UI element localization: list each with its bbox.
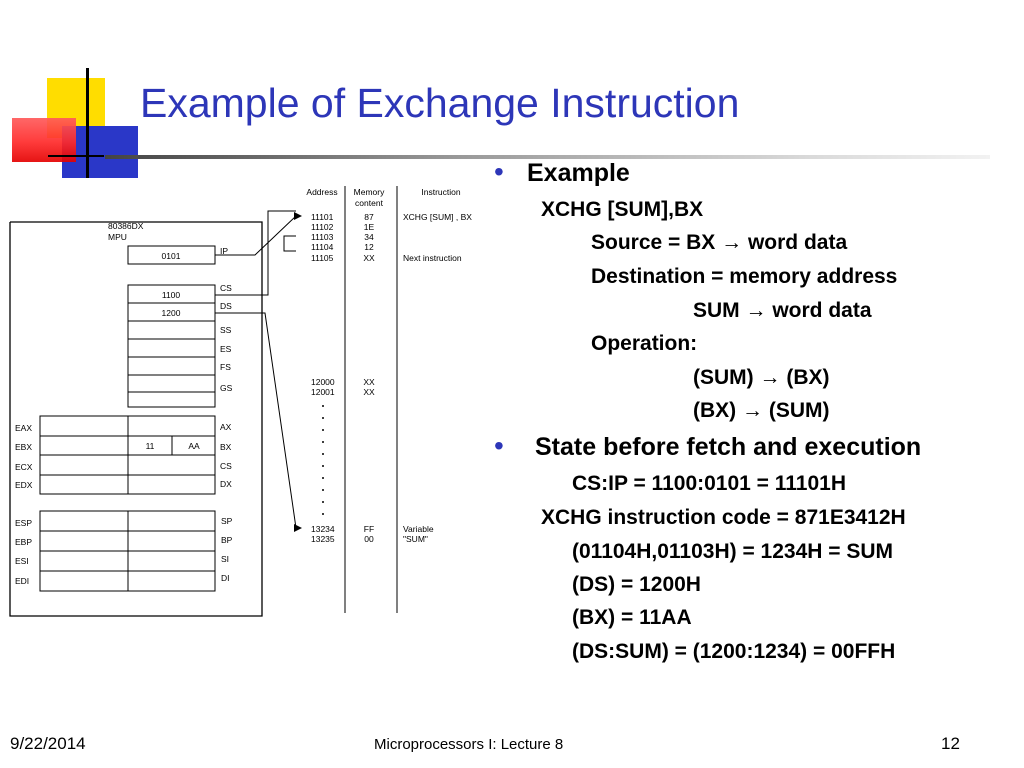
reg-esp-label: ESP <box>15 518 33 528</box>
mem-content: 34 <box>364 232 374 242</box>
reg-ebp-label: EBP <box>15 537 33 547</box>
mem-addr: 12000 <box>311 377 335 387</box>
reg-cx-label: CS <box>220 461 232 471</box>
operation-step-2: (BX) → (SUM) <box>693 399 830 422</box>
header-content: content <box>355 198 383 208</box>
mem-instr: XCHG [SUM] , BX <box>403 212 472 222</box>
mem-addr: 13234 <box>311 524 335 534</box>
mem-addr: 11102 <box>311 222 334 232</box>
right-arrow-icon: → <box>721 231 743 254</box>
source-line: Source = BX → word data <box>591 231 848 254</box>
reg-fs-label: FS <box>220 362 231 372</box>
code-line: XCHG instruction code = 871E3412H <box>541 506 906 529</box>
instruction-line: XCHG [SUM],BX <box>541 198 704 221</box>
reg-esi-label: ESI <box>15 556 29 566</box>
reg-di-label: DI <box>221 573 230 583</box>
mem-addr: 11101 <box>311 212 334 222</box>
reg-edx-label: EDX <box>15 480 33 490</box>
mpu-label-2: MPU <box>108 232 127 242</box>
bx-line: (BX) = 11AA <box>572 606 692 629</box>
right-arrow-icon: → <box>745 299 767 322</box>
bullet-example: Example <box>527 159 630 187</box>
logo-horizontal-line <box>48 155 104 157</box>
reg-ip-label: IP <box>220 246 229 256</box>
reg-ax-label: AX <box>220 422 232 432</box>
mem-addr: 12001 <box>311 387 335 397</box>
reg-sp-label: SP <box>221 516 233 526</box>
mem-addr: 11105 <box>311 253 334 263</box>
mem-instr: "SUM" <box>403 534 428 544</box>
bullet-marker: • <box>494 156 504 187</box>
header-memory: Memory <box>353 187 385 197</box>
mem-content: 1E <box>363 222 375 232</box>
mpu-label-1: 80386DX <box>108 221 144 231</box>
ds-line: (DS) = 1200H <box>572 573 701 596</box>
reg-ds-label: DS <box>220 301 232 311</box>
bx-high-value: 11 <box>145 441 155 451</box>
logo-vertical-line <box>86 68 89 178</box>
reg-bp-label: BP <box>221 535 233 545</box>
address-line: (01104H,01103H) = 1234H = SUM <box>572 540 894 563</box>
csip-line: CS:IP = 1100:0101 = 11101H <box>572 472 847 495</box>
right-arrow-icon: → <box>742 399 763 422</box>
reg-dx-label: DX <box>220 479 232 489</box>
right-arrow-icon: → <box>759 366 781 389</box>
arrow-heads <box>294 212 302 532</box>
bx-low-value: AA <box>188 441 200 451</box>
memory-register-diagram <box>0 178 490 618</box>
mem-addr: 11104 <box>311 242 334 252</box>
reg-edi-label: EDI <box>15 576 30 586</box>
footer-course: Microprocessors I: Lecture 8 <box>374 736 564 753</box>
mem-instr: Next instruction <box>403 253 462 263</box>
mem-content: 00 <box>364 534 374 544</box>
reg-ss-label: SS <box>220 325 232 335</box>
footer-date: 9/22/2014 <box>10 734 86 753</box>
reg-es-label: ES <box>220 344 232 354</box>
mem-content: FF <box>363 524 375 534</box>
bullet-marker: • <box>494 430 504 461</box>
ds-value: 1200 <box>161 308 181 318</box>
mem-content: XX <box>363 377 375 387</box>
mem-content: 87 <box>364 212 374 222</box>
mem-content: 12 <box>364 242 374 252</box>
reg-si-label: SI <box>221 554 230 564</box>
memory-ellipsis-dots <box>322 405 324 515</box>
dssum-line: (DS:SUM) = (1200:1234) = 00FFH <box>572 640 896 663</box>
diagram-svg <box>0 178 490 618</box>
reg-eax-label: EAX <box>15 423 33 433</box>
reg-cs-label: CS <box>220 283 232 293</box>
mem-addr: 11103 <box>311 232 334 242</box>
mem-addr: 13235 <box>311 534 335 544</box>
reg-ecx-label: ECX <box>15 462 33 472</box>
bullet-state: State before fetch and execution <box>535 433 922 461</box>
footer-page-number: 12 <box>941 734 960 753</box>
operation-line: Operation: <box>591 332 698 355</box>
mem-instr: Variable <box>403 524 434 534</box>
destination-line: Destination = memory address <box>591 265 898 288</box>
ip-value: 0101 <box>161 251 181 261</box>
slide-title: Example of Exchange Instruction <box>140 80 740 126</box>
sum-line: SUM → word data <box>693 299 872 322</box>
mem-content: XX <box>363 253 375 263</box>
header-address: Address <box>306 187 338 197</box>
reg-bx-label: BX <box>220 442 232 452</box>
mem-content: XX <box>363 387 375 397</box>
sum-address-bracket <box>284 236 296 251</box>
reg-gs-label: GS <box>220 383 233 393</box>
operation-step-1: (SUM) → (BX) <box>693 366 830 389</box>
reg-ebx-label: EBX <box>15 442 33 452</box>
header-instruction: Instruction <box>421 187 461 197</box>
cs-value: 1100 <box>161 290 181 300</box>
